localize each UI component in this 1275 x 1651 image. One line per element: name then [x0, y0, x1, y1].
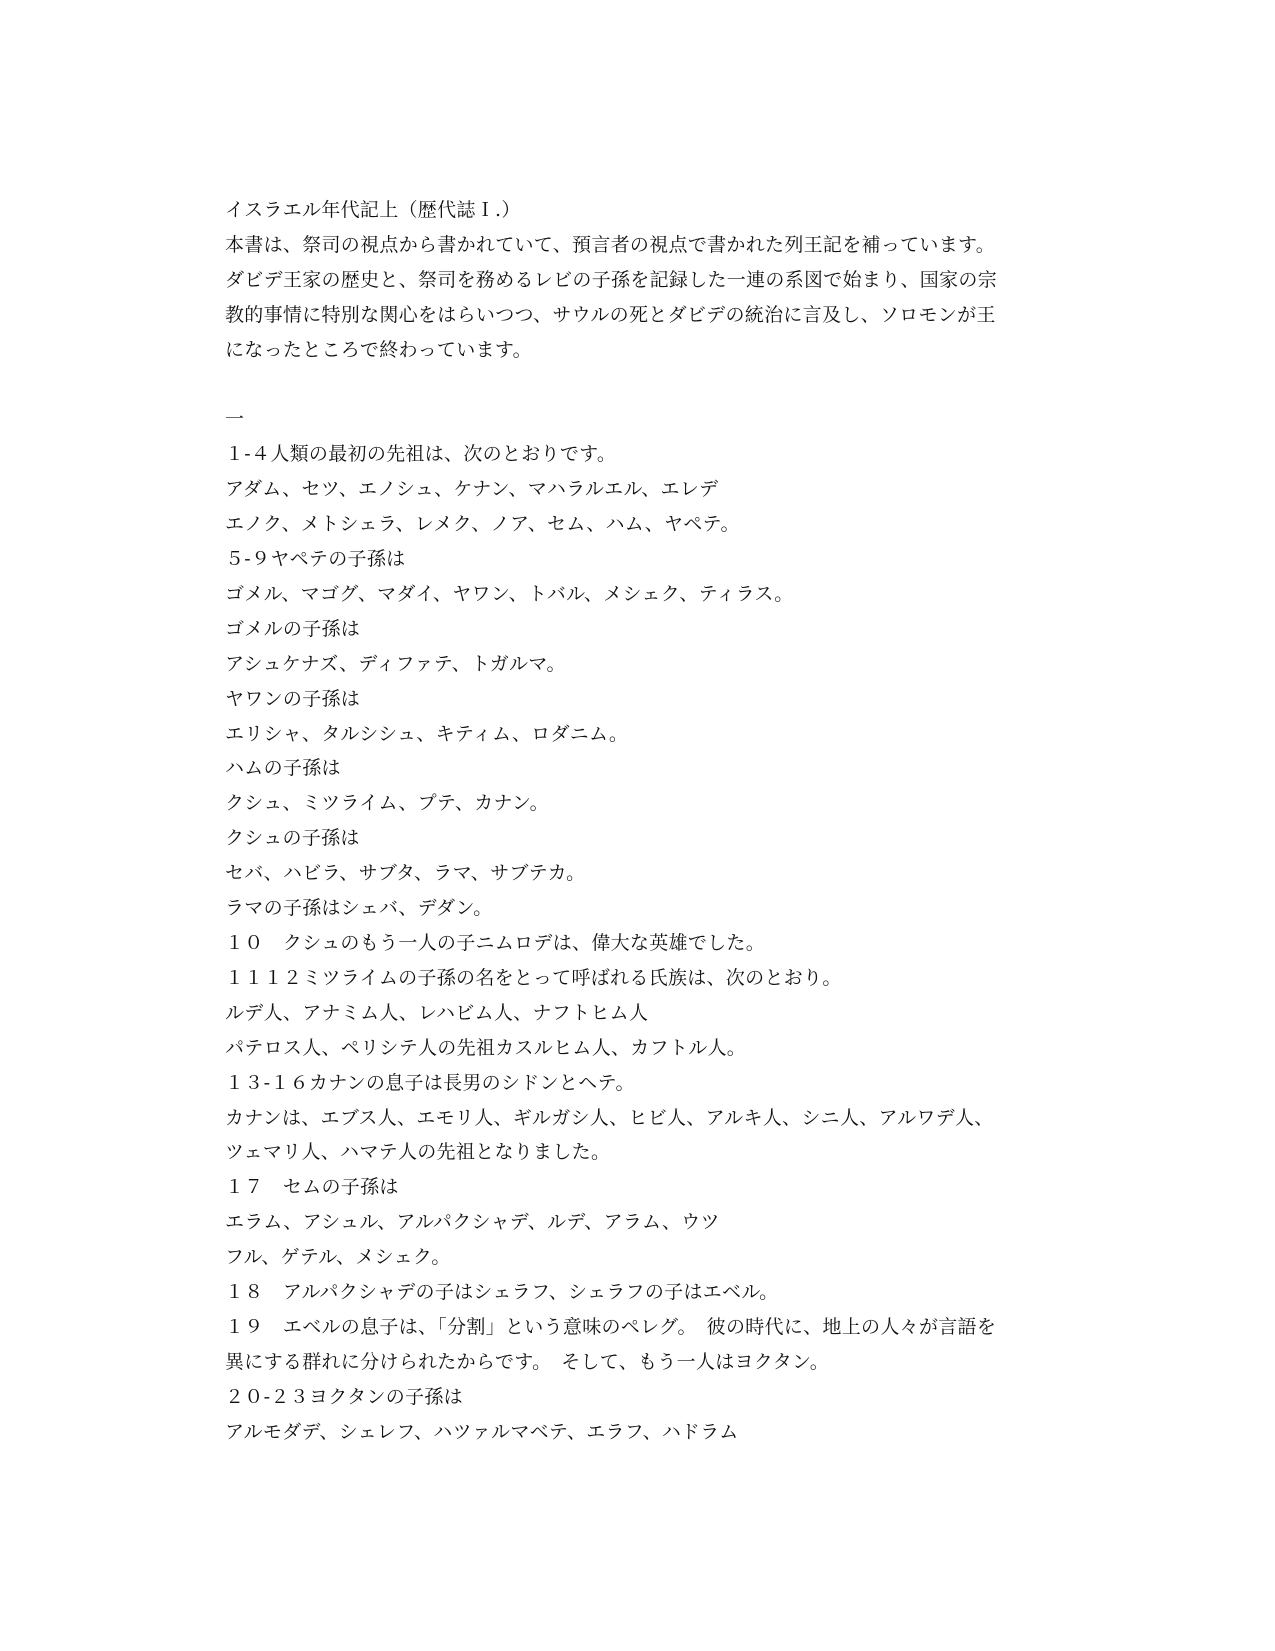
verse-lines: [225, 437, 1055, 1449]
text-line: クシュの子孫は: [225, 827, 360, 850]
text-line: ゴメル、マゴグ、マダイ、ヤワン、トバル、メシェク、ティラス。: [225, 582, 794, 605]
intro-line: 本書は、祭司の視点から書かれていて、預言者の視点で書かれた列王記を補っています。: [225, 233, 996, 256]
text-line: ２０‐２３ヨクタンの子孫は: [225, 1385, 463, 1408]
text-line: エラム、アシュル、アルパクシャデ、ルデ、アラム、ウツ: [225, 1211, 720, 1234]
intro-line: になったところで終わっています。: [225, 338, 532, 361]
text-line: １９ エベルの息子は、「分割」という意味のペレグ。 彼の時代に、地上の人々が言語を: [225, 1315, 997, 1338]
text-line: ヤワンの子孫は: [225, 687, 361, 710]
text-line: ラマの子孫はシェバ、デダン。: [225, 897, 493, 920]
text-line: １１１２ミツライムの子孫の名をとって呼ばれる氏族は、次のとおり。: [225, 966, 842, 989]
document-page: [225, 193, 1055, 1450]
text-line: ゴメルの子孫は: [225, 617, 361, 640]
text-line: エノク、メトシェラ、レメク、ノア、セム、ハム、ヤペテ。: [225, 513, 740, 536]
intro-line: ダビデ王家の歴史と、祭司を務めるレビの子孫を記録した一連の系図で始まり、国家の宗: [225, 268, 998, 291]
text-line: アルモダデ、シェレフ、ハツァルマベテ、エラフ、ハドラム: [225, 1420, 739, 1443]
text-line: エリシャ、タルシシュ、キティム、ロダニム。: [225, 722, 629, 745]
text-line: １８ アルパクシャデの子はシェラフ、シェラフの子はエベル。: [225, 1281, 779, 1304]
text-line: パテロス人、ペリシテ人の先祖カスルヒム人、カフトル人。: [225, 1036, 747, 1059]
text-line: １‐４人類の最初の先祖は、次のとおりです。: [225, 443, 617, 466]
text-line: ルデ人、アナミム人、レハビム人、ナフトヒム人: [225, 1001, 649, 1024]
text-line: １７ セムの子孫は: [225, 1176, 399, 1199]
text-line: カナンは、エブス人、エモリ人、ギルガシ人、ヒビ人、アルキ人、シニ人、アルワデ人、: [225, 1106, 994, 1129]
text-line: １０ クシュのもう一人の子ニムロデは、偉大な英雄でした。: [225, 932, 766, 955]
text-line: アダム、セツ、エノシュ、ケナン、マハラルエル、エレデ: [225, 478, 719, 501]
text-line: ツェマリ人、ハマテ人の先祖となりました。: [225, 1141, 611, 1164]
document-title: イスラエル年代記上（歴代誌Ｉ.）: [225, 199, 521, 221]
text-line: フル、ゲテル、メシェク。: [225, 1246, 451, 1269]
paragraph-spacer: [225, 368, 1055, 403]
text-line: ５‐９ヤペテの子孫は: [225, 548, 406, 571]
chapter-marker: 一: [225, 408, 245, 431]
text-line: セバ、ハビラ、サブタ、ラマ、サブテカ。: [225, 862, 586, 885]
text-line: クシュ、ミツライム、プテ、カナン。: [225, 792, 549, 815]
text-line: １３‐１６カナンの息子は長男のシドンとヘテ。: [225, 1071, 635, 1094]
text-line: ハムの子孫は: [225, 757, 341, 780]
text-line: 異にする群れに分けられたからです。 そして、もう一人はヨクタン。: [225, 1350, 830, 1373]
text-line: アシュケナズ、ディファテ、トガルマ。: [225, 652, 566, 675]
intro-line: 教的事情に特別な関心をはらいつつ、サウルの死とダビデの統治に言及し、ソロモンが王: [225, 303, 996, 326]
